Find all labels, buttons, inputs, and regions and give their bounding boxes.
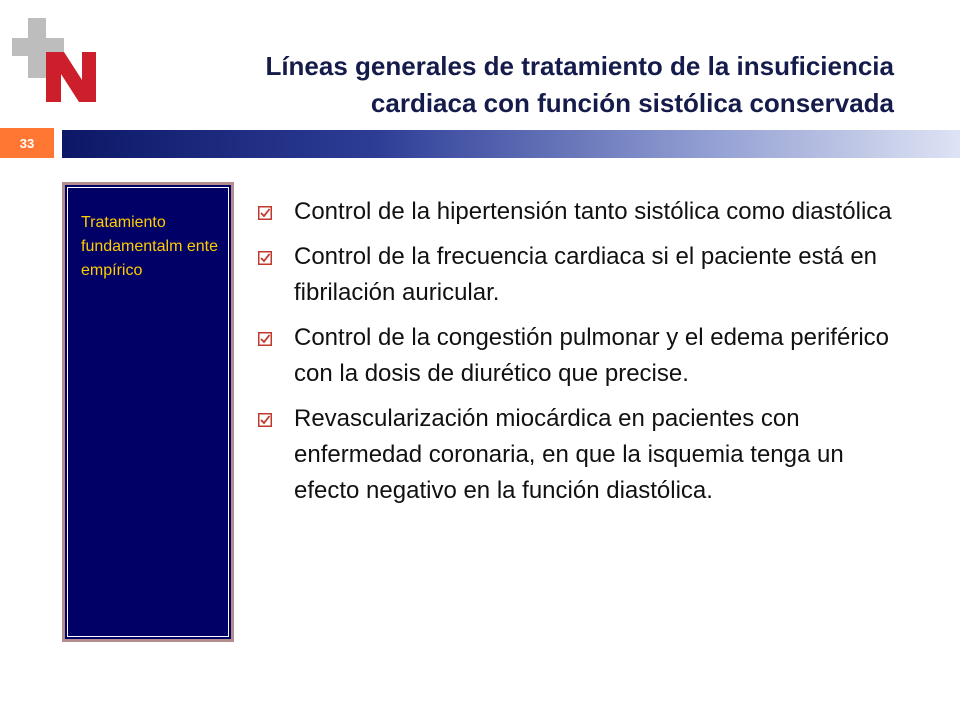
list-item [258, 320, 908, 392]
list-item [258, 239, 908, 311]
plus-n-logo [12, 16, 102, 106]
header-gradient-bar [62, 130, 960, 158]
bullet-text: Control de la frecuencia cardiaca si el paciente está en fibrilación auricular. [294, 243, 878, 306]
sidebar-text: Tratamiento fundamentalm ente empírico [81, 214, 218, 279]
slide-number: 33 [0, 128, 54, 158]
bullet-text: Revascularización miocárdica en pacientes con enfermedad coronaria, en que la isquemia tenga un efecto negativo en la función diastólica. [294, 405, 844, 504]
sidebar-box [62, 182, 234, 642]
slide-title [174, 48, 894, 122]
slide-title-line-1: Líneas generales de tratamiento de la insuficiencia [265, 51, 894, 81]
bullet-text: Control de la hipertensión tanto sistólica como diastólica [294, 198, 892, 225]
slide-title-line-2: cardiaca con función sistólica conservada [370, 88, 894, 118]
checkbox-checked-icon [258, 413, 272, 427]
checkbox-checked-icon [258, 251, 272, 265]
checkbox-checked-icon [258, 206, 272, 220]
list-item [258, 401, 908, 509]
list-item [258, 194, 908, 230]
bullet-list [258, 194, 908, 518]
bullet-text: Control de la congestión pulmonar y el edema periférico con la dosis de diurético que precise. [294, 324, 889, 387]
checkbox-checked-icon [258, 332, 272, 346]
